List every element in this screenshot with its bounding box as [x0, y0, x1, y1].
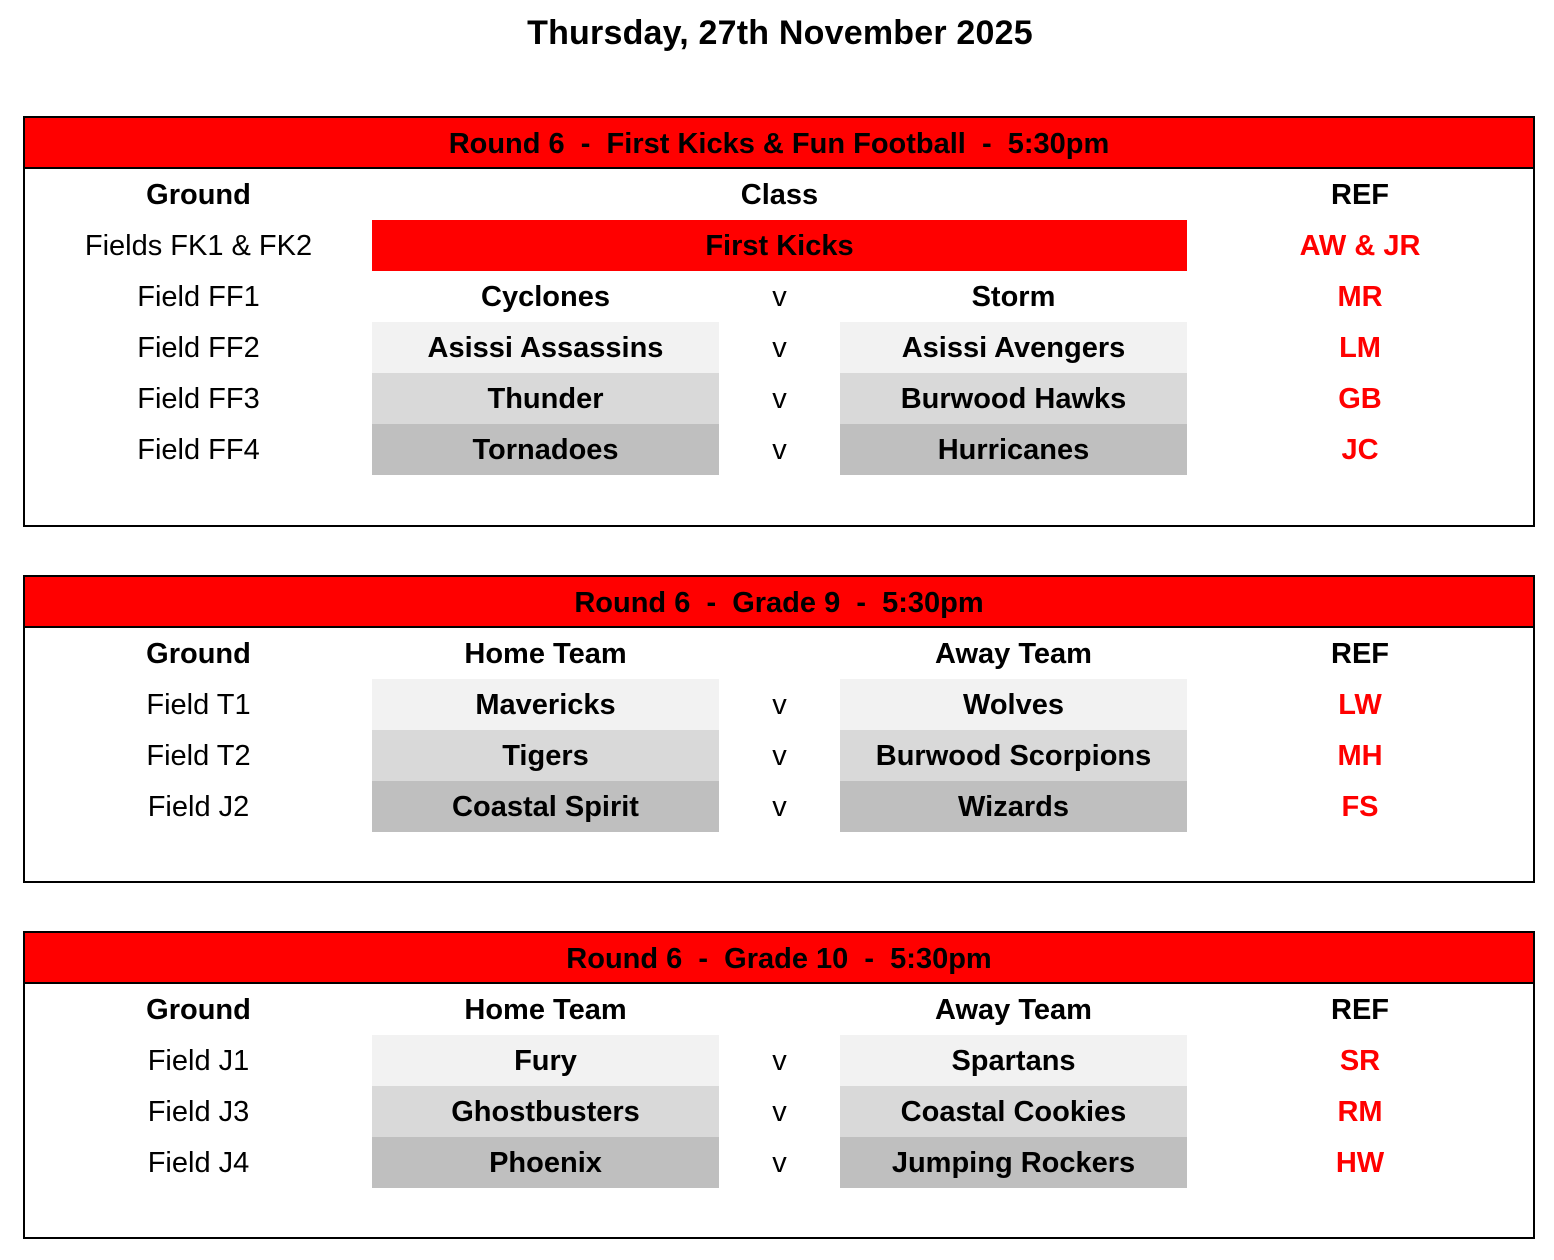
- column-header-row: [25, 628, 1533, 679]
- ref-cell: MH: [1337, 740, 1383, 772]
- match-row: [25, 424, 1533, 475]
- versus-cell: v: [772, 383, 787, 415]
- column-ref: REF: [1331, 179, 1389, 211]
- column-away-team: Away Team: [935, 638, 1092, 670]
- away-team-cell: Jumping Rockers: [840, 1137, 1187, 1188]
- ref-cell: RM: [1337, 1096, 1383, 1128]
- versus-cell: v: [772, 434, 787, 466]
- page-title: Thursday, 27th November 2025: [527, 14, 1033, 52]
- away-team-cell: Asissi Avengers: [840, 322, 1187, 373]
- column-home-team: Home Team: [464, 994, 627, 1026]
- home-team-cell: Ghostbusters: [372, 1086, 719, 1137]
- column-header-row: [25, 984, 1533, 1035]
- versus-cell: v: [772, 1045, 787, 1077]
- section-header: Round 6 - Grade 10 - 5:30pm: [25, 933, 1533, 984]
- home-team-cell: Cyclones: [481, 281, 610, 313]
- column-class: Class: [740, 179, 819, 211]
- ground-cell: Field T1: [146, 689, 251, 721]
- ground-cell: Field FF3: [137, 383, 260, 415]
- home-team-cell: Tornadoes: [372, 424, 719, 475]
- section-grade-10: [23, 931, 1535, 1239]
- away-team-cell: Wizards: [840, 781, 1187, 832]
- section-header: Round 6 - First Kicks & Fun Football - 5:30pm: [25, 118, 1533, 169]
- versus-cell: v: [772, 1096, 787, 1128]
- column-ground: Ground: [146, 179, 251, 211]
- ground-cell: Field J3: [147, 1096, 250, 1128]
- away-team-cell: Spartans: [840, 1035, 1187, 1086]
- class-banner: First Kicks: [372, 220, 1187, 271]
- ref-cell: MR: [1337, 281, 1383, 313]
- section-grade-9: [23, 575, 1535, 883]
- away-team-cell: Coastal Cookies: [840, 1086, 1187, 1137]
- ref-cell: AW & JR: [1299, 230, 1421, 262]
- match-row: [25, 373, 1533, 424]
- match-row: [25, 1086, 1533, 1137]
- match-row: [25, 679, 1533, 730]
- column-header-row: [25, 169, 1533, 220]
- versus-cell: v: [772, 689, 787, 721]
- versus-cell: v: [772, 332, 787, 364]
- section-header: Round 6 - Grade 9 - 5:30pm: [25, 577, 1533, 628]
- match-row: [25, 1035, 1533, 1086]
- home-team-cell: Coastal Spirit: [372, 781, 719, 832]
- match-row: [25, 322, 1533, 373]
- away-team-cell: Storm: [971, 281, 1056, 313]
- ground-cell: Field J2: [147, 791, 250, 823]
- versus-cell: v: [772, 791, 787, 823]
- column-ref: REF: [1331, 994, 1389, 1026]
- column-ref: REF: [1331, 638, 1389, 670]
- home-team-cell: Tigers: [372, 730, 719, 781]
- away-team-cell: Burwood Scorpions: [840, 730, 1187, 781]
- column-ground: Ground: [146, 994, 251, 1026]
- home-team-cell: Asissi Assassins: [372, 322, 719, 373]
- ground-cell: Field FF1: [137, 281, 260, 313]
- ground-cell: Field J4: [147, 1147, 250, 1179]
- ref-cell: GB: [1338, 383, 1382, 415]
- home-team-cell: Mavericks: [372, 679, 719, 730]
- ground-cell: Fields FK1 & FK2: [84, 230, 313, 262]
- match-row: [25, 781, 1533, 832]
- match-row: [25, 1137, 1533, 1188]
- class-row: [25, 220, 1533, 271]
- column-ground: Ground: [146, 638, 251, 670]
- match-row: [25, 271, 1533, 322]
- ground-cell: Field J1: [147, 1045, 250, 1077]
- ref-cell: SR: [1339, 1045, 1381, 1077]
- column-home-team: Home Team: [464, 638, 627, 670]
- ground-cell: Field FF4: [137, 434, 260, 466]
- section-first-kicks: [23, 116, 1535, 527]
- ref-cell: FS: [1341, 791, 1379, 823]
- away-team-cell: Hurricanes: [840, 424, 1187, 475]
- ref-cell: LM: [1339, 332, 1381, 364]
- ground-cell: Field FF2: [137, 332, 260, 364]
- home-team-cell: Phoenix: [372, 1137, 719, 1188]
- versus-cell: v: [772, 281, 787, 313]
- versus-cell: v: [772, 1147, 787, 1179]
- ref-cell: LW: [1338, 689, 1382, 721]
- away-team-cell: Wolves: [840, 679, 1187, 730]
- ref-cell: JC: [1341, 434, 1379, 466]
- column-away-team: Away Team: [935, 994, 1092, 1026]
- away-team-cell: Burwood Hawks: [840, 373, 1187, 424]
- ground-cell: Field T2: [146, 740, 251, 772]
- home-team-cell: Fury: [372, 1035, 719, 1086]
- ref-cell: HW: [1335, 1147, 1385, 1179]
- home-team-cell: Thunder: [372, 373, 719, 424]
- match-row: [25, 730, 1533, 781]
- versus-cell: v: [772, 740, 787, 772]
